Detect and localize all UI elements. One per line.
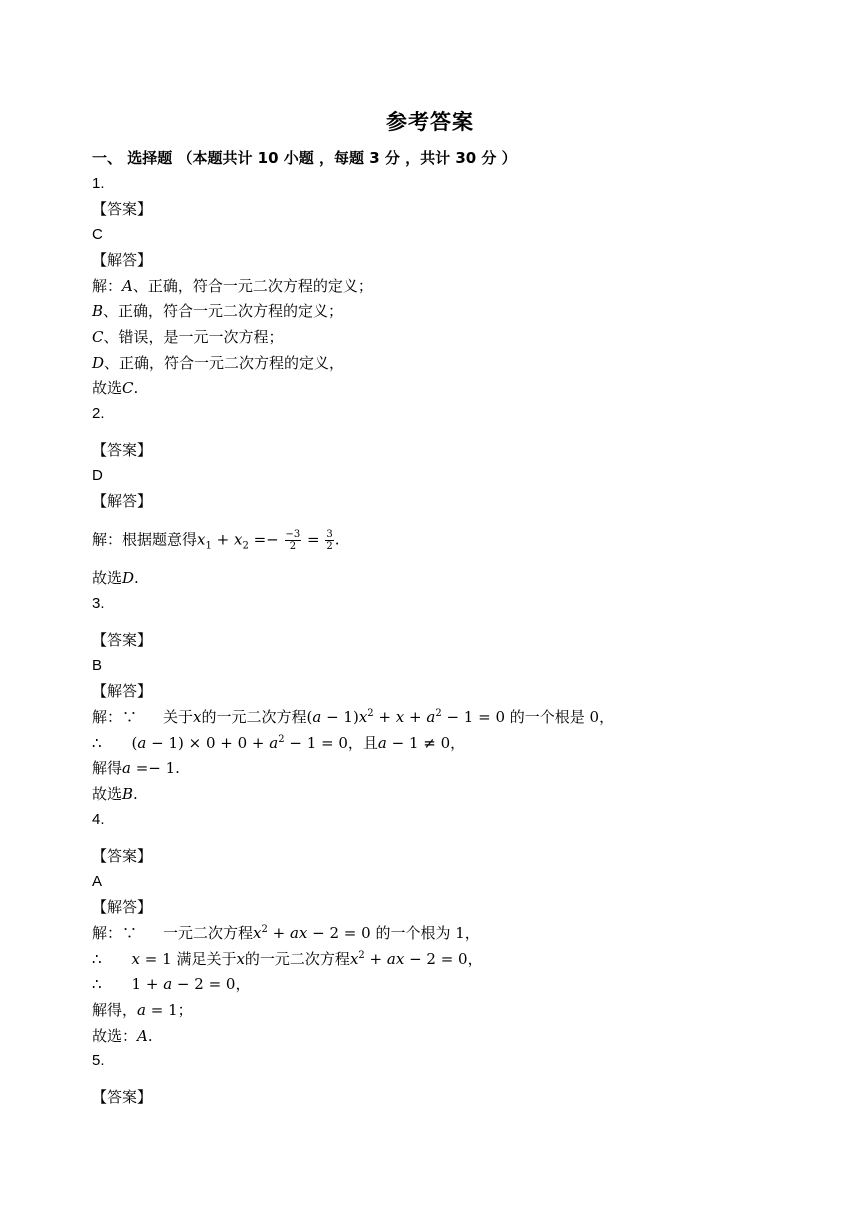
- explanation-label: 【解答】: [92, 898, 153, 916]
- question-number: 1.: [92, 175, 105, 192]
- explanation-line: 故选D.: [92, 569, 139, 587]
- explanation-line: D、正确，符合一元二次方程的定义，: [92, 354, 345, 372]
- answer-value: D: [92, 467, 103, 484]
- answer-label: 【答案】: [92, 1088, 153, 1106]
- section-heading: 一、 选择题 （本题共计 10 小题 ，每题 3 分 ，共计 30 分 ）: [92, 149, 517, 167]
- fraction: $\frac{-3}{2}$: [285, 529, 301, 552]
- question-number: 4.: [92, 811, 105, 828]
- answer-label: 【答案】: [92, 847, 153, 865]
- page-title: 参考答案: [386, 110, 474, 134]
- answer-label: 【答案】: [92, 200, 153, 218]
- question-number: 2.: [92, 405, 105, 422]
- explanation-label: 【解答】: [92, 492, 153, 510]
- explanation-line: ∴ x = 1 满足关于x的一元二次方程$x^2$ + ax − 2 = 0，: [92, 950, 483, 968]
- question-number: 5.: [92, 1052, 105, 1069]
- explanation-line: 故选C.: [92, 379, 139, 397]
- question-number: 3.: [92, 595, 105, 612]
- explanation-line: B、正确，符合一元二次方程的定义；: [92, 302, 344, 320]
- explanation-line: 故选：A.: [92, 1027, 153, 1045]
- explanation-line: 故选B.: [92, 785, 138, 803]
- explanation-line: C、错误，是一元一次方程；: [92, 328, 284, 346]
- answer-label: 【答案】: [92, 441, 153, 459]
- fraction: $\frac{3}{2}$: [326, 529, 333, 552]
- explanation-line: 解得，a = 1；: [92, 1001, 193, 1019]
- explanation-line: 解：A、正确，符合一元二次方程的定义；: [92, 277, 373, 295]
- explanation-line: 解：∵ 一元二次方程$x^2$ + ax − 2 = 0 的一个根为 1，: [92, 924, 480, 942]
- explanation-line: 解得a =− 1.: [92, 759, 180, 777]
- answer-value: B: [92, 657, 103, 674]
- explanation-label: 【解答】: [92, 251, 153, 269]
- explanation-label: 【解答】: [92, 682, 153, 700]
- answer-label: 【答案】: [92, 631, 153, 649]
- explanation-line: ∴ 1 + a − 2 = 0，: [92, 975, 251, 993]
- explanation-line: 解：根据题意得$x_1 + x_2$ =− $\frac{-3}{2}$ = $\frac{3}{2}$ .: [92, 529, 340, 552]
- answer-value: C: [92, 226, 103, 243]
- answer-value: A: [92, 873, 103, 890]
- explanation-line: 解：∵ 关于x的一元二次方程$(a - 1)x^2 + x + a^2 - 1 = 0$ 的一个根是 0，: [92, 708, 615, 726]
- explanation-line: ∴ $(a - 1) \times 0 + 0 + a^2 - 1 = 0$，且a − 1 ≠ 0，: [92, 734, 466, 752]
